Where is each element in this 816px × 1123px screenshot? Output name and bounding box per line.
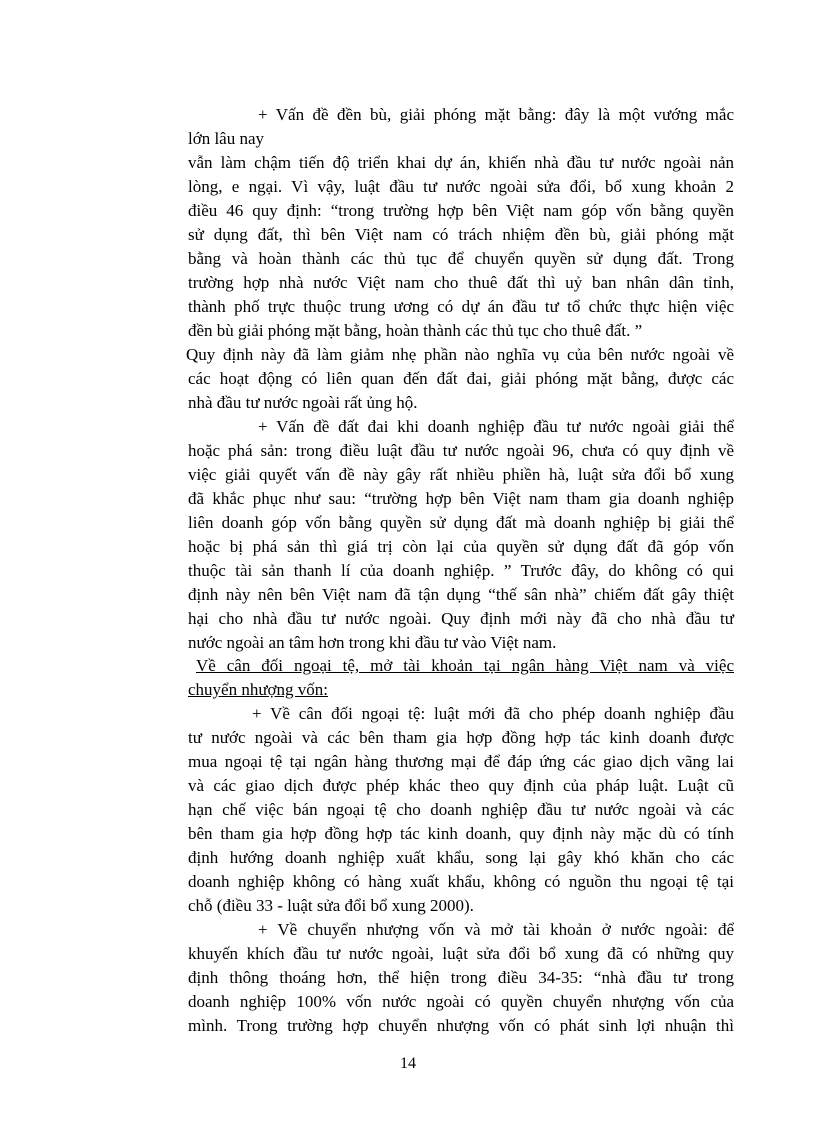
text-line: các hoạt động có liên quan đến đất đai, giải phóng mặt bằng, được các	[188, 369, 734, 388]
text-line: thuộc tài sản thanh lí của doanh nghiệp. ” Trước đây, do không có qui	[188, 561, 734, 580]
text-line: hoặc phá sản: trong điều luật đầu tư nước ngoài 96, chưa có quy định về	[188, 441, 734, 460]
paragraph-dissolution-bankruptcy	[188, 415, 734, 655]
text-line: mua ngoại tệ tại ngân hàng thương mại để đáp ứng các giao dịch vãng lai	[188, 752, 734, 771]
text-line: khuyến khích đầu tư nước ngoài, luật sửa đổi bổ xung đã có những quy	[188, 944, 734, 963]
text-line: định hướng doanh nghiệp xuất khẩu, song lại gây khó khăn cho các	[188, 848, 734, 867]
text-line: đền bù giải phóng mặt bằng, hoàn thành các thủ tục cho thuê đất. ”	[188, 321, 643, 340]
text-line: doanh nghiệp không có hàng xuất khẩu, không có nguồn thu ngoại tệ tại	[188, 872, 734, 891]
text-line: trường hợp nhà nước Việt nam cho thuê đất thì uỷ ban nhân dân tỉnh,	[188, 273, 734, 292]
page-number: 14	[400, 1055, 416, 1072]
text-line: và các giao dịch được phép khác theo quy định của pháp luật. Luật cũ	[188, 776, 734, 795]
text-line: liên doanh góp vốn bằng quyền sử dụng đất mà doanh nghiệp bị giải thể	[188, 513, 734, 532]
text-line: hại cho nhà đầu tư nước ngoài. Quy định mới này đã cho nhà đầu tư	[188, 609, 734, 628]
text-line: hoặc bị phá sản thì giá trị còn lại của quyền sử dụng đất đã góp vốn	[188, 537, 734, 556]
paragraph-foreign-currency	[188, 702, 734, 918]
paragraph-capital-transfer	[188, 918, 734, 1038]
text-line: chỗ (điều 33 - luật sửa đổi bổ xung 2000).	[188, 896, 474, 915]
text-line: + Về cân đối ngoại tệ: luật mới đã cho phép doanh nghiệp đầu	[252, 704, 734, 723]
text-line: vẫn làm chậm tiến độ triển khai dự án, khiến nhà đầu tư nước ngoài nản	[188, 153, 734, 172]
text-line: lớn lâu nay	[188, 129, 265, 148]
section-heading	[188, 654, 734, 702]
paragraph-regulation-effect	[188, 343, 734, 415]
text-line: thành phố trực thuộc trung ương có dự án đầu tư tổ chức thực hiện việc	[188, 297, 734, 316]
text-line: bằng và hoàn thành các thủ tục để chuyển quyền sử dụng đất. Trong	[188, 249, 734, 268]
text-line: lòng, e ngại. Vì vậy, luật đầu tư nước ngoài sửa đổi, bổ xung khoản 2	[188, 177, 734, 196]
text-line: nhà đầu tư nước ngoài rất ủng hộ.	[188, 393, 418, 412]
text-line: bên tham gia hợp đồng hợp tác kinh doanh, quy định này mặc dù có tính	[188, 824, 734, 843]
text-line: + Vấn đề đền bù, giải phóng mặt bằng: đây là một vướng mắc	[258, 105, 734, 124]
text-line: đã khắc phục như sau: “trường hợp bên Việt nam tham gia doanh nghiệp	[188, 489, 734, 508]
text-line: nước ngoài an tâm hơn trong khi đầu tư vào Việt nam.	[188, 633, 557, 652]
text-line: tư nước ngoài và các bên tham gia hợp đồng hợp tác kinh doanh được	[188, 728, 734, 747]
text-line: việc giải quyết vấn đề này gây rất nhiều phiền hà, luật sửa đổi bổ xung	[188, 465, 734, 484]
text-line: định thông thoáng hơn, thể hiện trong điều 34-35: “nhà đầu tư trong	[188, 968, 734, 987]
heading-line: Về cân đối ngoại tệ, mở tài khoản tại ngân hàng Việt nam và việc	[196, 656, 734, 675]
text-line: hạn chế việc bán ngoại tệ cho doanh nghiệp đầu tư nước ngoài và các	[188, 800, 734, 819]
text-line: mình. Trong trường hợp chuyển nhượng vốn có phát sinh lợi nhuận thì	[188, 1016, 734, 1035]
text-line: + Về chuyển nhượng vốn và mở tài khoản ở nước ngoài: để	[258, 920, 734, 939]
text-line: Quy định này đã làm giảm nhẹ phần nào nghĩa vụ của bên nước ngoài về	[186, 345, 734, 364]
text-line: điều 46 quy định: “trong trường hợp bên Việt nam góp vốn bằng quyền	[188, 201, 734, 220]
text-line: + Vấn đề đất đai khi doanh nghiệp đầu tư nước ngoài giải thể	[258, 417, 734, 436]
text-line: sử dụng đất, thì bên Việt nam có trách nhiệm đền bù, giải phóng mặt	[188, 225, 734, 244]
text-line: doanh nghiệp 100% vốn nước ngoài có quyền chuyển nhượng vốn của	[188, 992, 734, 1011]
heading-line: chuyển nhượng vốn:	[188, 680, 329, 699]
paragraph-compensation-land	[188, 103, 734, 343]
text-line: định này nên bên Việt nam đã tận dụng “thế sân nhà” chiếm đất gây thiệt	[188, 585, 734, 604]
